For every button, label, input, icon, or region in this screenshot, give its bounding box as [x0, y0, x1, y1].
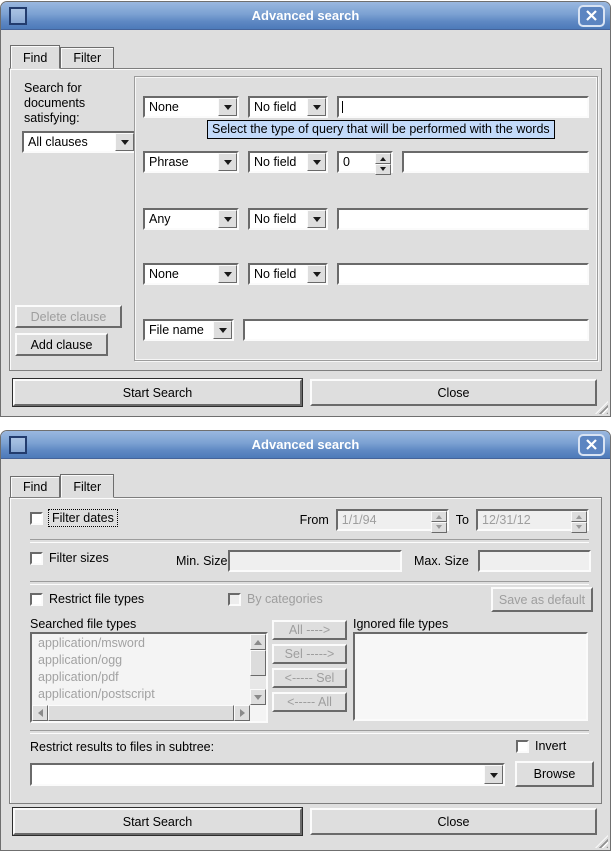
tab-bar [10, 44, 610, 68]
file-type-items [34, 635, 248, 704]
spin-down-icon[interactable] [375, 164, 391, 175]
search-satisfying-label: Search for documents satisfying: [24, 81, 86, 125]
titlebar[interactable] [1, 2, 610, 30]
dropdown-arrow-icon[interactable] [218, 210, 237, 228]
list-item[interactable]: application/postscript [38, 687, 155, 701]
subtree-combo[interactable] [30, 763, 505, 786]
scroll-left-icon[interactable] [32, 705, 48, 721]
max-size-input [478, 550, 591, 572]
down-triangle-icon [313, 160, 321, 169]
horizontal-scrollbar-thumb[interactable] [48, 705, 234, 721]
spin-up-icon [431, 511, 447, 522]
down-triangle-icon [313, 105, 321, 114]
tab-find[interactable]: Find [10, 476, 60, 497]
down-triangle-icon [224, 160, 232, 169]
restrict-file-types-label: Restrict file types [49, 592, 145, 606]
dropdown-arrow-icon[interactable] [307, 153, 326, 171]
move-all-right-button: All ----> [272, 620, 347, 640]
window-menu-icon[interactable] [9, 436, 27, 454]
scroll-up-icon[interactable] [250, 634, 266, 650]
clause-row [143, 208, 589, 230]
window-title: Advanced search [251, 437, 360, 452]
slack-value: 0 [343, 155, 350, 169]
from-date-value: 1/1/94 [338, 511, 431, 529]
add-clause-button[interactable]: Add clause [15, 333, 108, 356]
start-search-button[interactable]: Start Search [13, 808, 302, 835]
spin-down-icon [431, 522, 447, 533]
dropdown-arrow-icon[interactable] [484, 765, 503, 784]
clause-row [143, 263, 589, 285]
subtree-combo-value [32, 765, 484, 784]
down-triangle-icon [224, 272, 232, 281]
min-size-label: Min. Size [176, 554, 228, 568]
start-search-button[interactable]: Start Search [13, 379, 302, 406]
close-button[interactable] [578, 434, 605, 456]
close-dialog-button[interactable]: Close [310, 808, 597, 835]
tooltip: Select the type of query that will be performed with the words [207, 120, 555, 139]
dropdown-arrow-icon[interactable] [213, 321, 232, 339]
window-menu-icon[interactable] [9, 7, 27, 25]
filter-sizes-checkbox[interactable] [30, 552, 43, 565]
clause-type-value: None [149, 100, 179, 114]
window-title: Advanced search [251, 8, 360, 23]
to-date-value: 12/31/12 [478, 511, 571, 529]
scroll-right-icon[interactable] [234, 705, 250, 721]
horizontal-scrollbar[interactable] [32, 705, 250, 721]
from-label: From [299, 513, 329, 527]
min-size-input [228, 550, 402, 572]
invert-row [516, 739, 566, 753]
filter-dates-label[interactable]: Filter dates [49, 510, 117, 526]
invert-checkbox[interactable] [516, 740, 529, 753]
by-categories-checkbox [228, 593, 241, 606]
dropdown-arrow-icon[interactable] [218, 98, 237, 116]
tab-filter[interactable]: Filter [60, 47, 114, 68]
searched-file-types-list[interactable] [30, 632, 268, 723]
close-dialog-button[interactable]: Close [310, 379, 597, 406]
clause-field-value: No field [254, 100, 297, 114]
separator [30, 730, 589, 734]
filter-sizes-label: Filter sizes [49, 551, 109, 565]
dropdown-arrow-icon[interactable] [307, 98, 326, 116]
clause-type-combo[interactable] [143, 151, 239, 173]
list-item[interactable]: application/pdf [38, 670, 119, 684]
file-name-combo[interactable] [143, 319, 234, 341]
find-tab-panel [9, 68, 602, 371]
clause-row [143, 96, 589, 118]
list-item[interactable]: application/ogg [38, 653, 123, 667]
restrict-file-types-row [30, 592, 144, 606]
down-triangle-icon [313, 217, 321, 226]
clause-field-value: No field [254, 212, 297, 226]
resize-grip[interactable] [595, 835, 608, 848]
clauses-groupbox [134, 76, 598, 361]
delete-clause-button: Delete clause [15, 305, 122, 328]
clause-type-value: Any [149, 212, 171, 226]
clause-field-combo[interactable] [248, 151, 328, 173]
spin-up-icon [571, 511, 587, 522]
close-button[interactable] [578, 5, 605, 27]
searched-file-types-label: Searched file types [30, 617, 137, 631]
spinner-buttons [375, 153, 391, 171]
clause-type-value: Phrase [149, 155, 189, 169]
dropdown-arrow-icon[interactable] [307, 265, 326, 283]
save-as-default-button: Save as default [491, 587, 593, 612]
vertical-scrollbar-thumb[interactable] [250, 650, 266, 676]
filter-dates-row [30, 510, 117, 526]
down-triangle-icon [219, 328, 227, 337]
filter-tab-panel [9, 497, 602, 804]
separator [30, 539, 589, 543]
clause-field-combo[interactable] [248, 96, 328, 118]
to-label: To [455, 513, 469, 527]
browse-button[interactable]: Browse [515, 761, 594, 787]
ignored-file-types-list[interactable] [353, 632, 588, 721]
down-triangle-icon [490, 773, 498, 782]
by-categories-row [228, 592, 323, 606]
clause-field-value: No field [254, 155, 297, 169]
close-icon [585, 9, 598, 22]
conjunction-combo[interactable] [22, 131, 136, 153]
conjunction-combo-value: All clauses [28, 135, 88, 149]
clause-row [143, 319, 589, 341]
clause-field-combo[interactable] [248, 208, 328, 230]
close-icon [585, 438, 598, 451]
dropdown-arrow-icon[interactable] [218, 265, 237, 283]
spinner-buttons [571, 511, 587, 529]
from-date-spinbox [336, 509, 449, 531]
file-name-input[interactable] [243, 319, 589, 341]
clause-field-combo[interactable] [248, 263, 328, 285]
spin-up-icon[interactable] [375, 153, 391, 164]
down-triangle-icon [121, 140, 129, 149]
dialog-button-row [13, 808, 597, 835]
clause-type-value: None [149, 267, 179, 281]
dropdown-arrow-icon[interactable] [218, 153, 237, 171]
titlebar[interactable] [1, 431, 610, 459]
tab-filter[interactable]: Filter [60, 474, 114, 498]
dropdown-arrow-icon[interactable] [307, 210, 326, 228]
date-range-group [300, 509, 589, 531]
proximity-slack-spinbox[interactable] [337, 151, 393, 173]
scroll-down-icon[interactable] [250, 689, 266, 705]
invert-label: Invert [535, 739, 567, 753]
list-item[interactable]: application/msword [38, 636, 145, 650]
filter-dates-checkbox[interactable] [30, 512, 43, 525]
clause-words-input[interactable] [337, 208, 589, 230]
tab-bar [10, 473, 610, 497]
spin-down-icon [571, 522, 587, 533]
advanced-search-window-filter [0, 430, 611, 851]
restrict-subtree-label: Restrict results to files in subtree: [30, 740, 215, 754]
move-selected-left-button: <----- Sel [272, 668, 347, 688]
filter-sizes-row [30, 551, 109, 565]
by-categories-label: By categories [247, 592, 323, 606]
down-triangle-icon [224, 217, 232, 226]
move-selected-right-button: Sel -----> [272, 644, 347, 664]
clause-type-combo[interactable] [143, 96, 239, 118]
dialog-button-row [13, 379, 597, 406]
restrict-file-types-checkbox[interactable] [30, 593, 43, 606]
clause-type-combo[interactable] [143, 263, 239, 285]
dropdown-arrow-icon[interactable] [115, 133, 134, 151]
clause-words-input[interactable] [402, 151, 589, 173]
advanced-search-window-find [0, 1, 611, 417]
clause-type-combo[interactable] [143, 208, 239, 230]
down-triangle-icon [313, 272, 321, 281]
spinner-buttons [431, 511, 447, 529]
to-date-spinbox [476, 509, 589, 531]
down-triangle-icon [224, 105, 232, 114]
clause-words-input[interactable] [337, 263, 589, 285]
ignored-file-types-label: Ignored file types [353, 617, 449, 631]
clause-field-value: No field [254, 267, 297, 281]
clause-type-value: File name [149, 323, 204, 337]
vertical-scrollbar[interactable] [250, 634, 266, 705]
clause-row [143, 151, 589, 173]
separator [30, 581, 589, 585]
move-all-left-button: <----- All [272, 692, 347, 712]
clause-words-input[interactable] [337, 96, 589, 118]
tab-find[interactable]: Find [10, 45, 60, 69]
max-size-label: Max. Size [414, 554, 469, 568]
